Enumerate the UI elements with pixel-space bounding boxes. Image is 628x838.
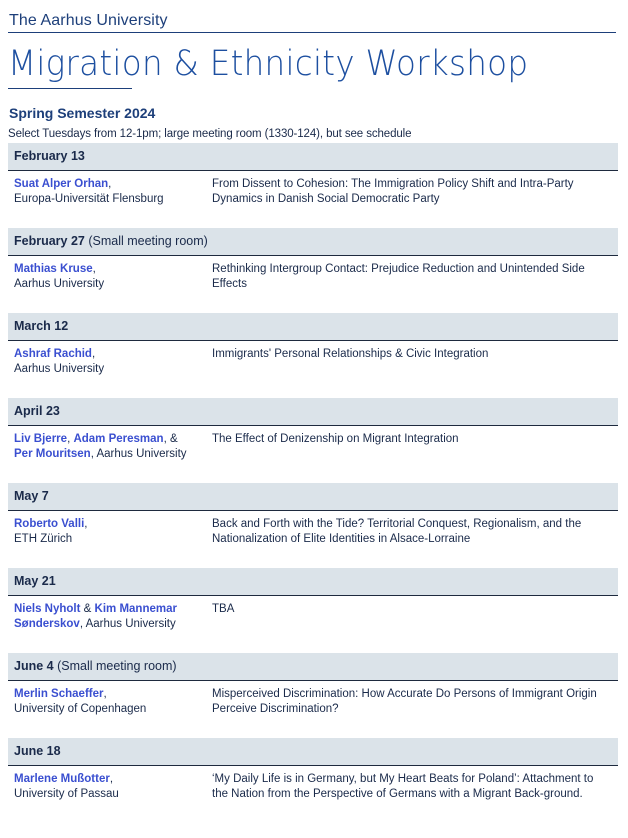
- speaker-name: Marlene Mußotter: [14, 773, 110, 785]
- session-date: May 21: [14, 574, 56, 588]
- date-row: [8, 143, 618, 171]
- talk-title: Rethinking Intergroup Contact: Prejudice Reduction and Unintended Side Effects: [212, 263, 585, 290]
- speaker-name: Ashraf Rachid: [14, 348, 92, 360]
- speaker-affiliation: University of Passau: [14, 788, 119, 800]
- session-date: June 18: [14, 744, 61, 758]
- session-date: June 4: [14, 659, 54, 673]
- speaker-separator: ,: [108, 178, 112, 190]
- talk-row: [8, 766, 618, 838]
- speaker-separator: ,: [92, 263, 96, 275]
- speaker-separator: ,: [84, 518, 88, 530]
- speaker-cell: [14, 687, 212, 738]
- speaker-affiliation: , Aarhus University: [79, 618, 176, 630]
- speaker-name: Mathias Kruse: [14, 263, 93, 275]
- speaker-separator: , &: [163, 433, 178, 445]
- speaker-name: Suat Alper Orhan: [14, 178, 109, 190]
- speaker-name: Merlin Schaeffer: [14, 688, 104, 700]
- talk-title: Back and Forth with the Tide? Territorial Conquest, Regionalism, and the Nationalization of Elite Identities in Alsace-Lorraine: [212, 518, 582, 545]
- date-row: [8, 313, 618, 341]
- speaker-cell: [14, 347, 212, 398]
- speaker-cell: [14, 517, 212, 568]
- speaker-affiliation: Aarhus University: [14, 363, 105, 375]
- talk-row: [8, 256, 618, 313]
- talk-title: Immigrants' Personal Relationships & Civic Integration: [212, 348, 489, 360]
- date-row: [8, 398, 618, 426]
- talk-row: [8, 681, 618, 738]
- date-row: [8, 738, 618, 766]
- talk-row: [8, 341, 618, 398]
- session-date: February 13: [14, 149, 85, 163]
- date-row: [8, 568, 618, 596]
- header-divider: [8, 32, 616, 33]
- speaker-name: Per Mouritsen: [14, 448, 91, 460]
- session-note: (Small meeting room): [84, 234, 208, 248]
- speaker-name: Liv Bjerre: [14, 433, 68, 445]
- date-row: [8, 483, 618, 511]
- talk-row: [8, 511, 618, 568]
- talk-title: Misperceived Discrimination: How Accurate Do Persons of Immigrant Origin Perceive Discrimination?: [212, 688, 597, 715]
- talk-title: From Dissent to Cohesion: The Immigration Policy Shift and Intra-Party Dynamics in Danish Social Democratic Party: [212, 178, 574, 205]
- date-row: [8, 653, 618, 681]
- session-date: May 7: [14, 489, 49, 503]
- session-date: April 23: [14, 404, 60, 418]
- talk-row: [8, 171, 618, 228]
- speaker-affiliation: University of Copenhagen: [14, 703, 147, 715]
- speaker-affiliation: ETH Zürich: [14, 533, 73, 545]
- speaker-name: Sønderskov: [14, 618, 80, 630]
- title-underline: [8, 88, 132, 89]
- speaker-cell: [14, 772, 212, 838]
- talk-title: ‘My Daily Life is in Germany, but My Heart Beats for Poland’: Attachment to the Nation from the Perspective of Germans with a Migrant Back-ground.: [212, 773, 594, 800]
- speaker-separator: ,: [109, 773, 114, 785]
- date-row: [8, 228, 618, 256]
- speaker-separator: &: [80, 603, 95, 615]
- page-title: Migration & Ethnicity Workshop: [8, 44, 529, 84]
- speaker-separator: ,: [67, 433, 74, 445]
- talk-row: [8, 426, 618, 483]
- talk-title: The Effect of Denizenship on Migrant Integration: [212, 433, 459, 445]
- speaker-cell: [14, 177, 212, 228]
- schedule-note: Select Tuesdays from 12-1pm; large meeting room (1330-124), but see schedule: [8, 128, 412, 140]
- speaker-name: Niels Nyholt: [14, 603, 81, 615]
- speaker-name: Roberto Valli: [14, 518, 85, 530]
- university-name: The Aarhus University: [9, 12, 168, 29]
- session-date: March 12: [14, 319, 69, 333]
- speaker-cell: [14, 262, 212, 313]
- speaker-affiliation: Aarhus University: [14, 278, 105, 290]
- speaker-affiliation: Europa-Universität Flensburg: [14, 193, 164, 205]
- schedule-table: [8, 143, 618, 838]
- talk-row: [8, 596, 618, 653]
- speaker-cell: [14, 602, 212, 653]
- speaker-name: Adam Peresman: [73, 433, 164, 445]
- semester-heading: Spring Semester 2024: [9, 105, 156, 121]
- speaker-separator: ,: [91, 348, 96, 360]
- speaker-separator: ,: [103, 688, 107, 700]
- speaker-cell: [14, 432, 212, 483]
- speaker-affiliation: , Aarhus University: [90, 448, 187, 460]
- speaker-name: Kim Mannemar: [94, 603, 177, 615]
- talk-title: TBA: [212, 603, 235, 615]
- session-note: (Small meeting room): [53, 659, 177, 673]
- session-date: February 27: [14, 234, 85, 248]
